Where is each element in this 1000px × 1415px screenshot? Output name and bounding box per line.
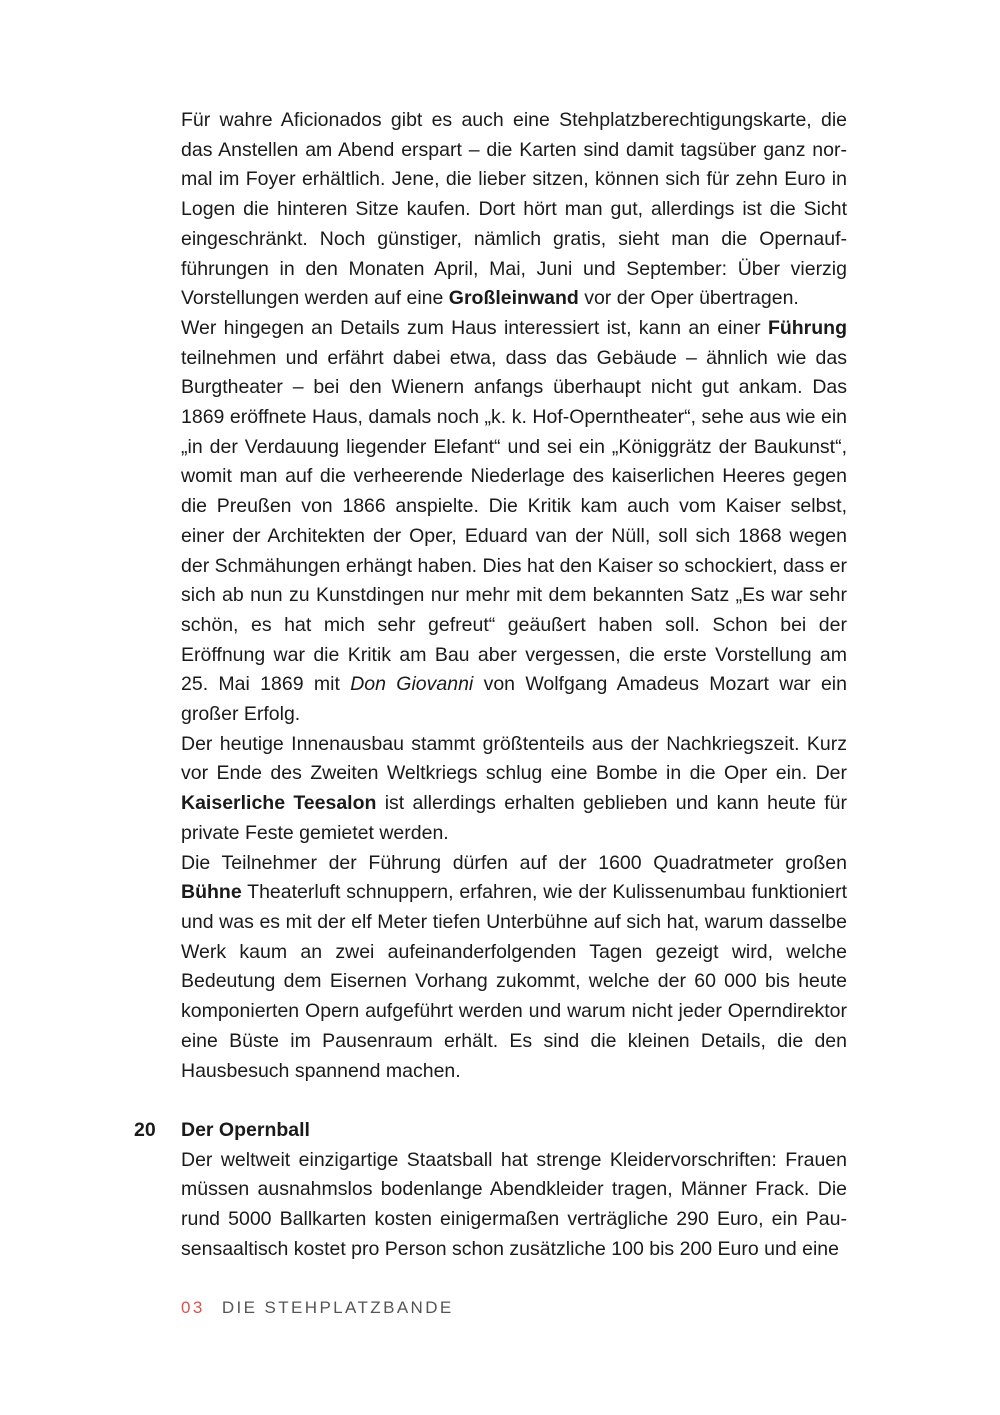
- paragraph-buehne: [181, 849, 847, 1087]
- italic-title: Don Giovanni: [350, 673, 474, 696]
- text-run: ist allerdings erhalten geblieben und kann heute für private Feste gemietet werden.: [181, 792, 847, 844]
- section-paragraph: Der weltweit einzigartige Staatsball hat strenge Kleidervorschriften: Frauen müssen ausnahmslos bodenlange Abendkleider tragen, Männer Frack. Die rund 5000 Ballkarten kosten einigermaßen verträgliche 290 Euro, ein Pausensaaltisch kostet pro Person schon zusätzliche 100 bis 200 Euro und eine: [181, 1148, 847, 1260]
- text-run: vor der Oper übertragen.: [578, 287, 799, 310]
- text-run: Für wahre Aficionados gibt es auch eine Stehplatzberechtigungskarte, die das Anstellen am Abend erspart – die Karten sind damit tagsüber ganz normal im Foyer erhältlich. Jene, die lieber sitzen, können sich für zehn Euro in Logen die hinteren Sitze kaufen. Dort hört man gut, allerdings ist die Sicht eingeschränkt. Noch günstiger, nämlich gratis, sieht man die Opernaufführungen in den Monaten April, Mai, Juni und September: Über vierzig Vorstellungen werden auf eine: [181, 109, 847, 310]
- running-footer: [181, 1296, 454, 1320]
- section-number: 20: [134, 1119, 156, 1141]
- paragraph-fuehrung: [181, 314, 847, 730]
- chapter-title: DIE STEHPLATZBANDE: [221, 1298, 454, 1317]
- bold-term: Führung: [767, 316, 847, 339]
- paragraph-innenausbau: [181, 730, 847, 849]
- text-run: Wer hingegen an Details zum Haus interessiert ist, kann an einer: [181, 316, 768, 339]
- text-run: Die Teilnehmer der Führung dürfen auf der 1600 Quadratmeter großen: [181, 851, 847, 874]
- text-run: Theaterluft schnuppern, erfahren, wie der Kulissenumbau funktioniert und was es mit der elf Meter tiefen Unterbühne auf sich hat, warum dasselbe Werk kaum an zwei aufeinanderfolgenden Tagen gezeigt wird, welche Bedeutung dem Eisernen Vorhang zukommt, welche der 60 000 bis heute komponierten Opern aufgeführt werden und warum nicht jeder Operndirektor eine Büste im Pausenraum erhält. Es sind die kleinen Details, die den Hausbesuch spannend machen.: [181, 881, 847, 1082]
- text-run: von Wolfgang Amadeus Mozart war ein großer Erfolg.: [181, 673, 847, 726]
- section-title: Der Opernball: [181, 1119, 310, 1141]
- text-run: Der heutige Innenausbau stammt größtenteils aus der Nachkriegszeit. Kurz vor Ende des Zweiten Weltkriegs schlug eine Bombe in die Oper ein. Der: [181, 732, 847, 785]
- section-opernball: [181, 1116, 847, 1265]
- bold-term: Bühne: [181, 881, 242, 904]
- bold-term: Kaiserliche Teesalon: [181, 792, 377, 815]
- bold-term: Großleinwand: [448, 287, 579, 310]
- text-run: teilnehmen und erfährt dabei etwa, dass das Gebäude – ähnlich wie das Burgtheater – bei den Wienern anfangs überhaupt nicht gut ankam. Das 1869 eröffnete Haus, damals noch „k. k. Hof-Operntheater“, sehe aus wie ein „in der Verdauung liegender Elefant“ und sei ein „Königgrätz der Baukunst“, womit man auf die verheerende Niederlage des kaiserlichen Heeres gegen die Preußen von 1866 anspielte. Die Kritik kam auch vom Kaiser selbst, einer der Architekten der Oper, Eduard van der Nüll, soll sich 1868 wegen der Schmähungen erhängt haben. Dies hat den Kaiser so schockiert, dass er sich ab nun zu Kunstdingen nur mehr mit dem bekannten Satz „Es war sehr schön, es hat mich sehr gefreut“ geäußert haben soll. Schon bei der Eröffnung war die Kritik am Bau aber vergessen, die erste Vorstellung am 25. Mai 1869 mit: [181, 346, 847, 696]
- paragraph-stehplatz: [181, 106, 847, 314]
- chapter-number: 03: [181, 1298, 205, 1317]
- body-text: [181, 106, 847, 1086]
